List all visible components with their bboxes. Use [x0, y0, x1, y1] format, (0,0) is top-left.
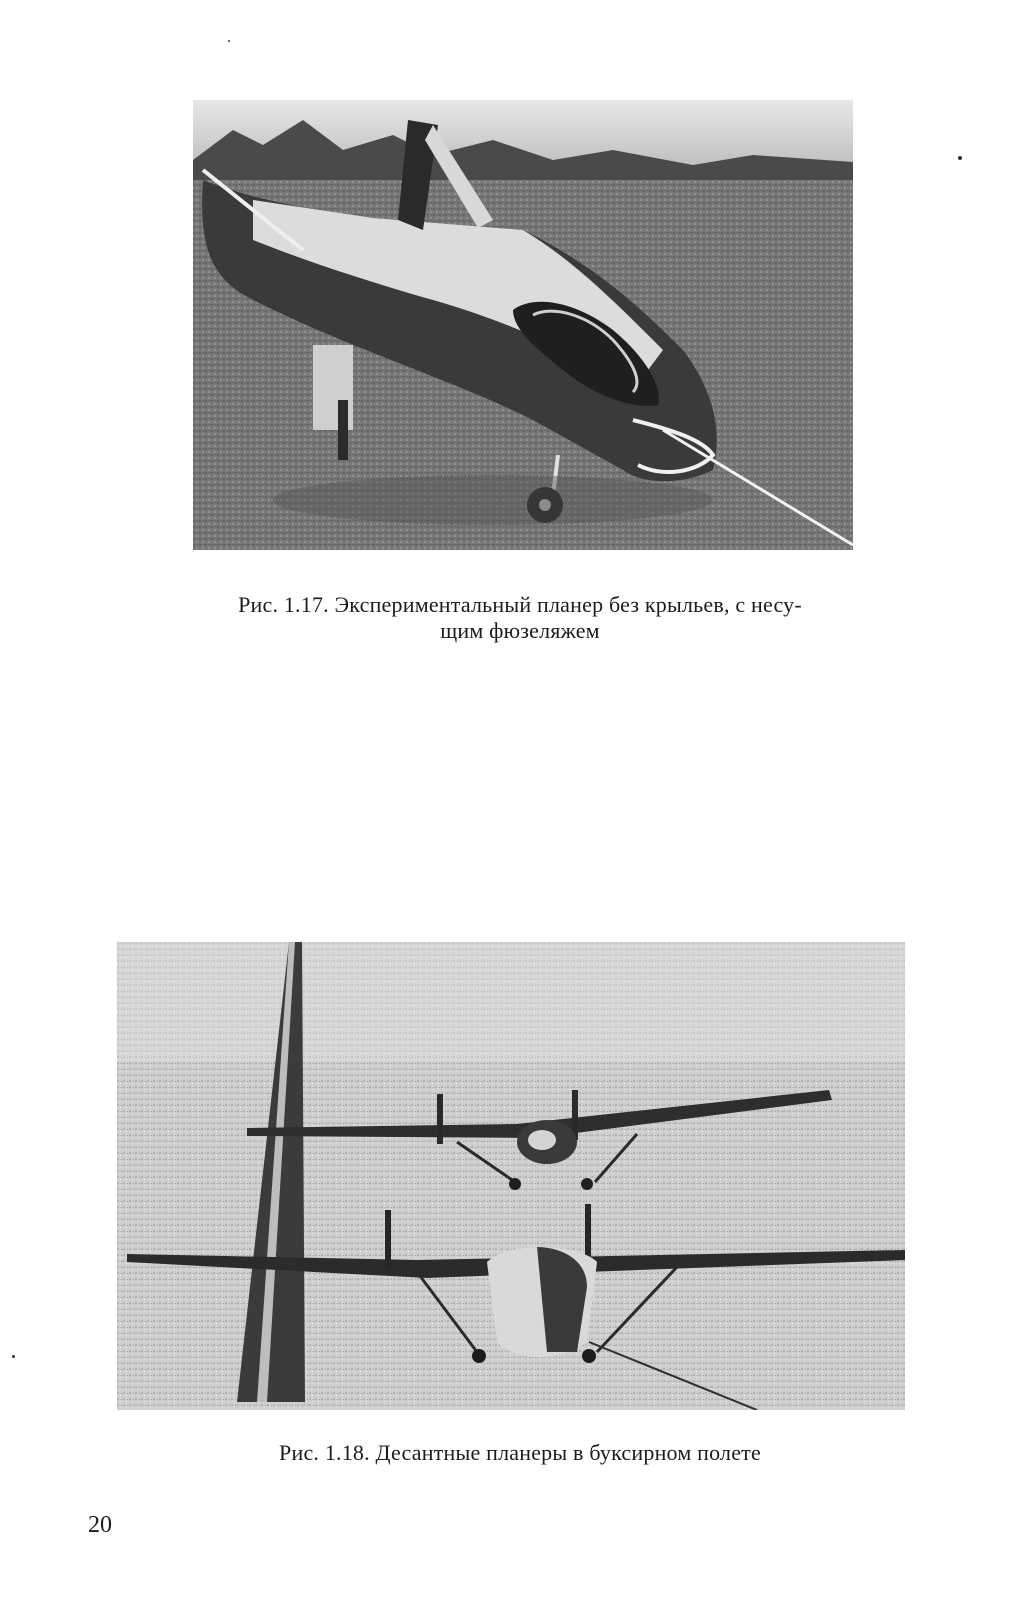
figure-1-17-caption-line-1: Рис. 1.17. Экспериментальный планер без крыльев, с несу- [238, 592, 802, 617]
scan-speck [228, 40, 230, 42]
figure-1-18-caption: Рис. 1.18. Десантные планеры в буксирном полете [279, 1440, 761, 1465]
scan-speck [12, 1355, 15, 1358]
figure-1-18-illustration [117, 942, 905, 1410]
page-number: 20 [88, 1512, 112, 1538]
figure-1-17-illustration [193, 100, 853, 550]
figure-1-17-caption [180, 592, 860, 644]
figure-1-17-photo [193, 100, 853, 550]
figure-1-17-caption-line-2: щим фюзеляжем [440, 618, 600, 643]
figure-1-18-photo [117, 942, 905, 1410]
scan-speck [958, 156, 962, 160]
